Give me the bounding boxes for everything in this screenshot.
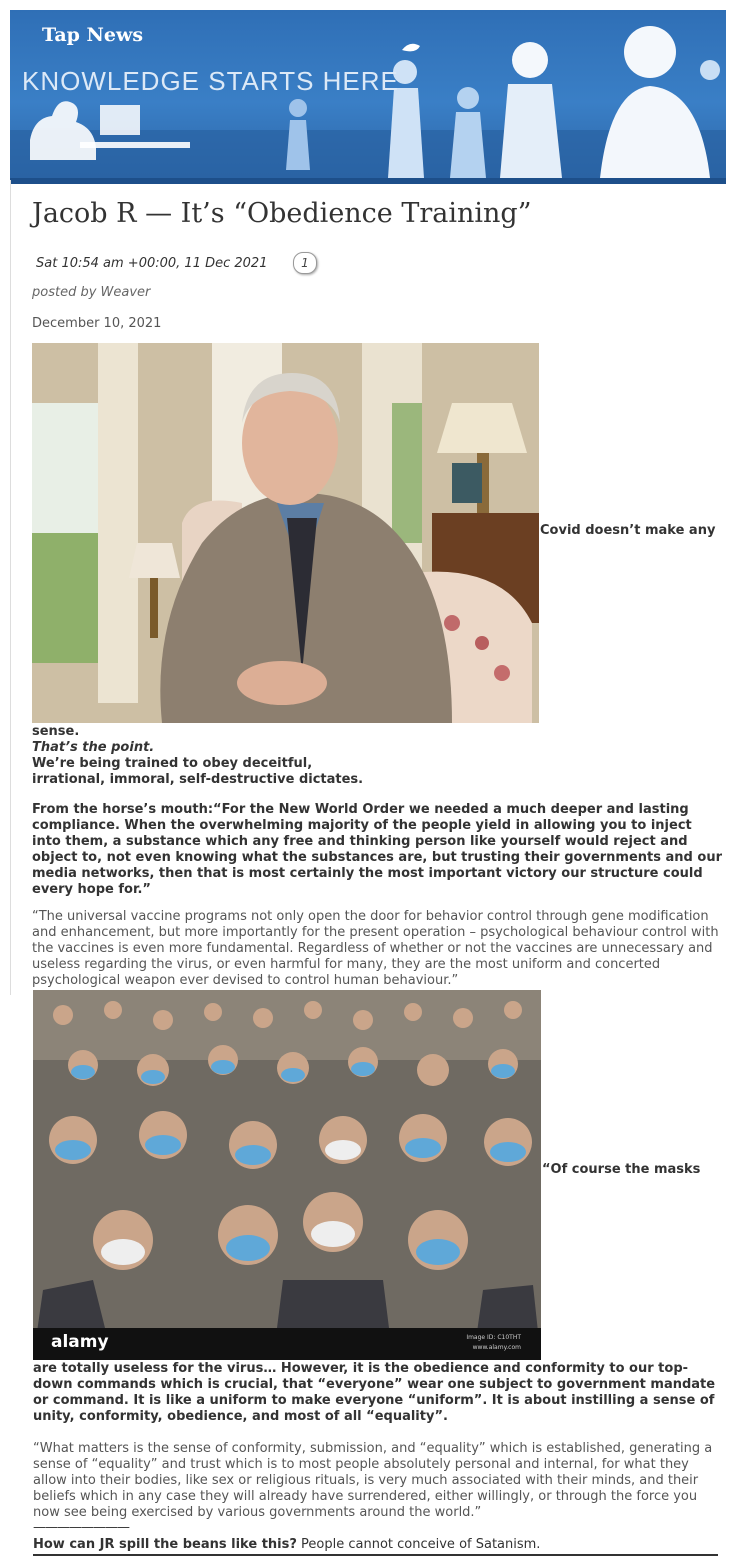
horse-mouth-label: From the horse’s mouth: (32, 802, 214, 817)
closing-answer: People cannot conceive of Satanism. (301, 1537, 541, 1552)
intro-line: irrational, immoral, self-destructive dictates. (32, 772, 364, 787)
alamy-watermark: alamy (51, 1332, 109, 1352)
post-author: posted by Weaver (32, 285, 151, 300)
portrait-photo (32, 343, 539, 723)
mask-quote: are totally useless for the virus… However, it is the obedience and conformity to our top-down commands which is crucial, that “everyone” wear one subject to government mandate or command. It is like a uniform to make everyone “uniform”. It is about instilling a sense of unity, conformity, obedience, and most of all “equality”. (33, 1361, 716, 1424)
horse-mouth-quote: “For the New World Order we needed a much deeper and lasting compliance. When the overwhelming majority of the people yield in allowing you to inject into them, a substance which any free and thinking person like yourself would reject and object to, not even knowing what the substances are, but trusting their governments and our media networks, then that is most certainly the most important victory our structure could every hope for.” (32, 802, 722, 897)
comment-count-badge[interactable]: 1 (293, 252, 317, 274)
intro-text-inline: Covid doesn’t make any (540, 523, 716, 538)
image-id-label: Image ID: C10THT (466, 1334, 521, 1341)
vaccine-quote: “The universal vaccine programs not only open the door for behavior control through gene modification and enhancement, but more importantly for the present operation – psychological behaviour control with the vaccines is even more fundamental. Regardless of whether or not the vaccines are unnecessary and useless regarding the virus, or even harmful for many, they are the most uniform and concerted psychological weapon ever devised to control human behaviour.” (32, 909, 719, 988)
post-title[interactable]: Jacob R — It’s “Obedience Training” (32, 198, 532, 229)
post-timestamp: Sat 10:54 am +00:00, 11 Dec 2021 (36, 256, 268, 271)
closing-question: How can JR spill the beans like this? (33, 1537, 297, 1552)
content-divider (10, 180, 11, 995)
conformity-quote: “What matters is the sense of conformity, submission, and “equality” which is established, generating a sense of “equality” and trust which is to most people absolutely personal and internal, for what they allow into their bodies, like sex or religious rituals, is very much associated with their minds, and their beliefs which in any case they will already have surrendered, either willingly, or through the force you now see being exercised by various governments around the world.” (33, 1441, 713, 1520)
image-site-label: www.alamy.com (472, 1344, 521, 1351)
post-date: December 10, 2021 (32, 316, 162, 331)
crowd-masks-photo (33, 990, 541, 1360)
site-tagline: KNOWLEDGE STARTS HERE (22, 66, 399, 96)
site-banner[interactable] (10, 10, 726, 184)
mask-text-inline: “Of course the masks (542, 1162, 701, 1177)
closing-line (33, 1537, 718, 1556)
horse-mouth-paragraph (32, 802, 722, 898)
intro-line: We’re being trained to obey deceitful, (32, 756, 313, 771)
intro-emphasis: That’s the point. (32, 740, 155, 755)
intro-text-continued: sense. (32, 724, 80, 739)
intro-paragraph (32, 724, 722, 788)
section-divider: ———————— (33, 1520, 129, 1535)
brand-logo[interactable]: Tap News (42, 24, 144, 46)
